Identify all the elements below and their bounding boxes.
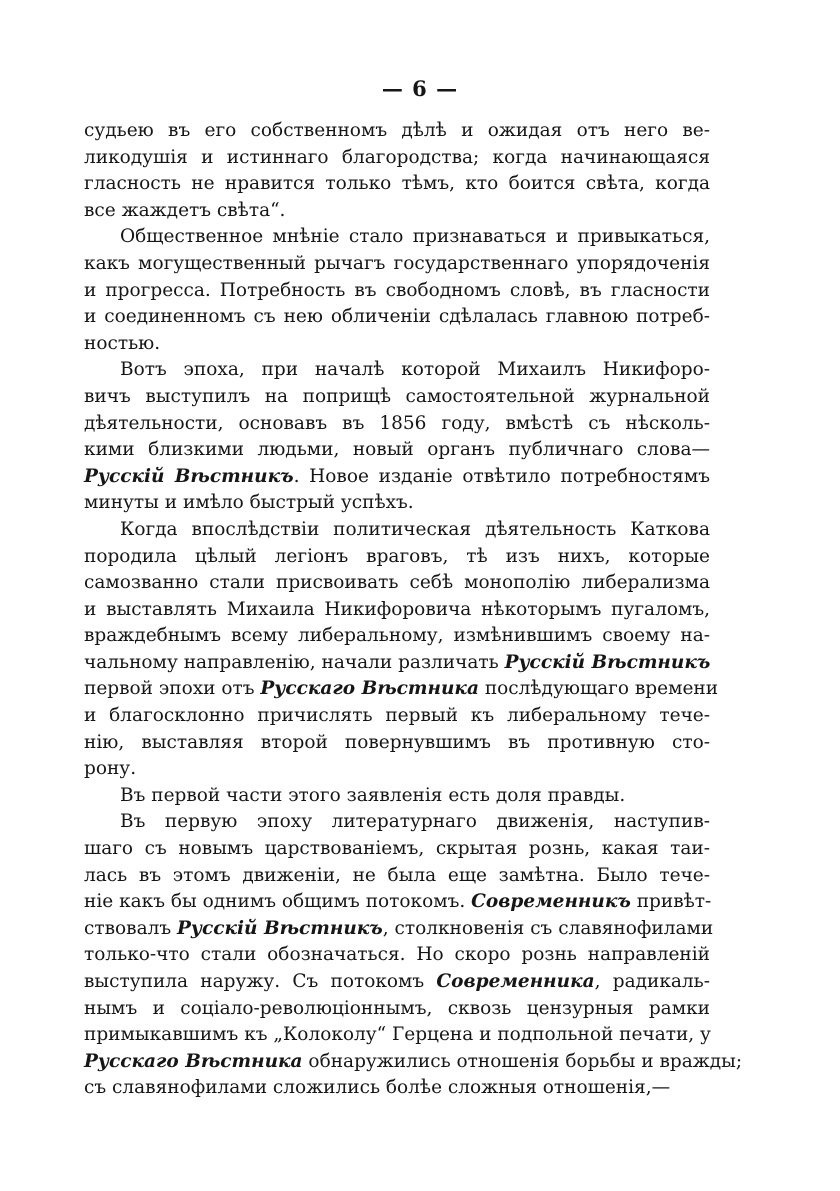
text-line [84, 916, 714, 943]
text-line [84, 171, 710, 198]
text-line [84, 357, 710, 384]
text-run: враждебнымъ всему либеральному, измѣнившимъ своему на- [84, 625, 710, 647]
text-line [84, 544, 710, 571]
body-text [84, 118, 743, 1102]
text-line [84, 198, 710, 225]
text-run: послѣдующаго времени [478, 678, 719, 700]
text-run: примыкавшимъ къ „Колоколу“ Герцена и подпольной печати, у [84, 1024, 711, 1046]
text-run: выступила наружу. Съ потокомъ [84, 971, 437, 992]
text-run: самозванно стали присвоивать себѣ монополію либерализма [84, 572, 710, 594]
text-line [84, 384, 710, 411]
text-line [84, 490, 710, 517]
text-line [84, 996, 710, 1023]
text-line [84, 331, 710, 358]
text-run: и прогресса. Потребность въ свободномъ словѣ, въ гласности [84, 279, 710, 301]
text-run: , столкновенія съ славянофилами [382, 917, 714, 939]
text-line [84, 783, 710, 810]
text-line [84, 145, 710, 172]
text-line [84, 464, 710, 491]
journal-title: Русскаго Вѣстника [260, 678, 479, 700]
journal-title: Русскаго Вѣстника [84, 1050, 303, 1072]
text-line [84, 1049, 743, 1076]
text-line [84, 703, 710, 730]
text-run: нымъ и соціало-революціоннымъ, сквозь цензурныя рамки [84, 997, 710, 1019]
text-line [84, 597, 710, 624]
text-line [84, 304, 710, 331]
paragraph [84, 783, 710, 810]
text-run: обнаружились отношенія борьбы и вражды; [302, 1050, 743, 1072]
text-run: Въ первой части этого заявленія есть доля правды. [120, 784, 626, 806]
text-run: шаго съ новымъ царствованіемъ, скрытая рознь, какая таи- [84, 838, 710, 860]
text-run: Въ первую эпоху литературнаго движенія, наступив- [120, 811, 710, 833]
text-line [84, 730, 710, 757]
text-line [84, 224, 710, 251]
journal-title: Русскій Вѣстникъ [84, 465, 294, 487]
text-run: лась въ этомъ движеніи, не была еще замѣтна. Было тече- [84, 864, 710, 886]
text-run: ностью. [84, 332, 161, 354]
text-run: съ славянофилами сложились болѣе сложныя отношенія,— [84, 1077, 671, 1099]
text-line [84, 942, 710, 969]
text-run: только-что стали обозначаться. Но скоро рознь направленій [84, 944, 710, 966]
text-run: Общественное мнѣніе стало признаваться и привыкаться, [120, 226, 710, 248]
journal-title: Русскій Вѣстникъ [504, 651, 711, 673]
text-run: ніе какъ бы однимъ общимъ потокомъ. [84, 891, 472, 913]
paragraph [84, 357, 710, 517]
text-line [84, 437, 710, 464]
text-run: первой эпохи отъ [84, 678, 261, 700]
text-line [84, 889, 710, 916]
text-run: гласность не нравится только тѣмъ, кто боится свѣта, когда [84, 173, 710, 195]
text-run: . Новое изданіе отвѣтило потребностямъ [293, 465, 711, 487]
page-number: — 6 — [381, 76, 459, 101]
paragraph [84, 517, 719, 783]
text-run: дѣятельности, основавъ въ 1856 году, вмѣстѣ съ нѣсколь- [84, 412, 710, 434]
text-run: минуты и имѣло быстрый успѣхъ. [84, 492, 414, 514]
text-run: нію, выставляя второй повернувшимъ въ противную сто- [84, 731, 710, 753]
text-run: и благосклонно причислять первый къ либеральному тече- [84, 705, 710, 727]
paragraph [84, 809, 743, 1102]
paragraph [84, 224, 710, 357]
text-line [84, 570, 710, 597]
text-line [84, 1075, 710, 1102]
text-line [84, 809, 710, 836]
text-line [84, 836, 710, 863]
text-run: породила цѣлый легіонъ враговъ, тѣ изъ нихъ, которые [84, 545, 710, 567]
text-run: , радикаль- [594, 971, 710, 992]
text-run: и соединенномъ съ нею обличеніи сдѣлалась главною потреб- [84, 306, 710, 328]
text-run: ствовалъ [84, 917, 177, 939]
text-line [84, 251, 710, 278]
text-line [84, 411, 710, 438]
text-run: какъ могущественный рычагъ государственнаго упорядоченія [84, 252, 710, 274]
journal-title: Современника [436, 971, 595, 992]
text-line [84, 650, 710, 677]
text-line [84, 969, 710, 996]
text-run: Вотъ эпоха, при началѣ которой Михаилъ Никифоро- [120, 359, 710, 381]
text-run: рону. [84, 758, 137, 780]
text-run: чальному направленію, начали различать [84, 651, 505, 673]
text-run: привѣт- [630, 891, 712, 913]
text-line [84, 623, 710, 650]
text-line [84, 863, 710, 890]
text-run: и выставлять Михаила Никифоровича нѣкоторымъ пугаломъ, [84, 598, 710, 620]
journal-title: Современникъ [471, 891, 631, 913]
text-line [84, 517, 710, 544]
text-line [84, 756, 710, 783]
paragraph [84, 118, 710, 224]
text-line [84, 1022, 710, 1049]
text-run: кими близкими людьми, новый органъ публичнаго слова— [84, 439, 710, 461]
text-run: ликодушія и истиннаго благородства; когда начинающаяся [84, 146, 710, 168]
text-run: все жаждетъ свѣта“. [84, 199, 286, 221]
text-line [84, 118, 710, 145]
text-run: судьею въ его собственномъ дѣлѣ и ожидая отъ него ве- [84, 120, 710, 141]
text-line [84, 278, 710, 305]
text-run: вичъ выступилъ на поприщѣ самостоятельной журнальной [84, 385, 710, 407]
text-line [84, 676, 719, 703]
text-run: Когда впослѣдствіи политическая дѣятельность Каткова [120, 518, 710, 540]
journal-title: Русскій Вѣстникъ [177, 917, 383, 939]
